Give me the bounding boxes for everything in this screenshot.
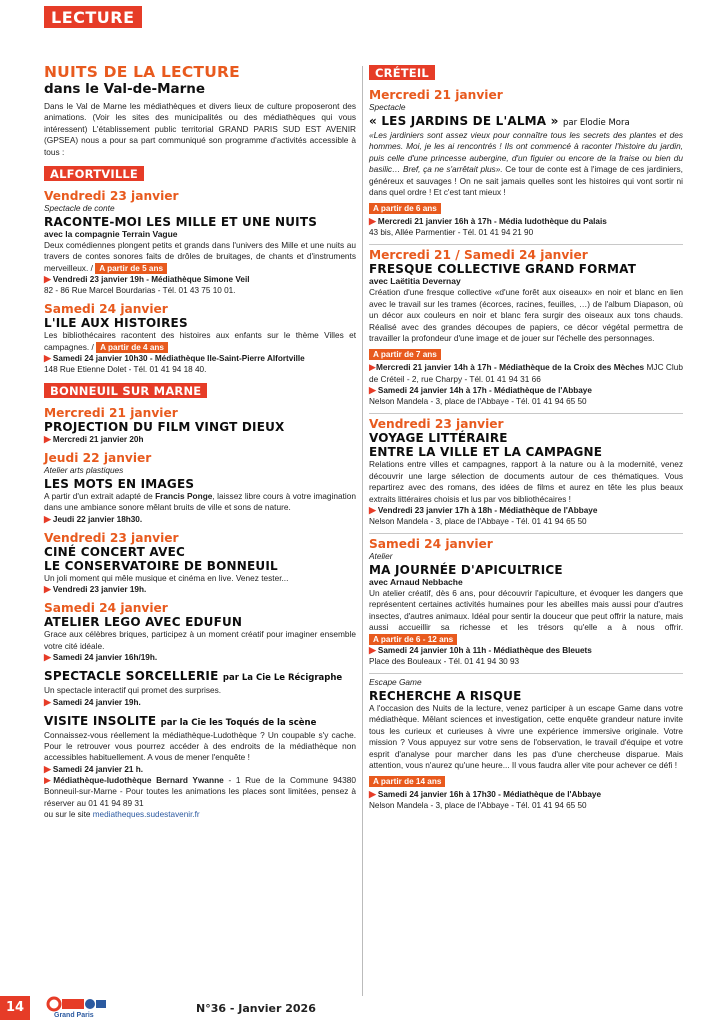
event-title: RECHERCHE A RISQUE (369, 688, 522, 703)
event-session: ▶ Samedi 24 janvier 10h à 11h - Médiathèque des Bleuets (369, 644, 592, 655)
event-session: ▶ Vendredi 23 janvier 17h à 18h - Médiathèque de l'Abbaye (369, 504, 598, 515)
event-with: avec la compagnie Terrain Vague (44, 229, 178, 240)
event-date: Mercredi 21 janvier (44, 406, 178, 421)
event-text: Un spectacle interactif qui promet des surprises. (44, 685, 222, 696)
event-title: L'ILE AUX HISTOIRES (44, 316, 188, 331)
event-title: VISITE INSOLITE par la Cie les Toqués de la scène (44, 713, 317, 728)
venue-info: ▶Médiathèque-ludothèque Bernard Ywanne - 1 Rue de la Commune 94380 Bonneuil-sur-Marne - Pour toutes les animations les places sont limitées, pensez à réserver au 01 41 94 89 31 (44, 774, 357, 808)
event-date: Mercredi 21 janvier (369, 88, 503, 102)
intro-subtitle: dans le Val-de-Marne (44, 81, 206, 97)
separator (369, 673, 683, 674)
age-badge: A partir de 6 ans (369, 203, 441, 214)
event-date: Jeudi 22 janvier (44, 451, 152, 466)
event-text: Relations entre villes et campagnes, rapport à la nature ou à la modernité, venez découvrir une large sélection de documents autour de ces thématiques. Vous repartirez avec des romans, des idées de films et aurez en tête les plus beaux extraits littéraires choisis et lus par vos bibliothécaires ! (369, 459, 683, 504)
event-address: 82 - 86 Rue Marcel Bourdarias - Tél. 01 43 75 10 01. (44, 286, 236, 296)
event-text: Les bibliothécaires racontent des histoires aux enfants sur le thème Villes et campagnes. / A partir de 4 ans (44, 330, 356, 352)
event-session: ▶ Samedi 24 janvier 16h/19h. (44, 652, 158, 663)
age-line (369, 771, 683, 789)
website-line: ou sur le site mediatheques.sudestavenir.fr (44, 809, 200, 819)
age-line (369, 344, 683, 362)
event-text: Grace aux célèbres briques, participez à un moment créatif pour imaginer ensemble votre cité idéale. (44, 629, 356, 651)
arrow-icon: ▶ (44, 652, 51, 663)
event-title: FRESQUE COLLECTIVE GRAND FORMAT (369, 262, 637, 277)
event-date: Vendredi 23 janvier (369, 417, 504, 432)
city-tag-creteil: CRÉTEIL (369, 65, 435, 80)
arrow-icon: ▶ (369, 504, 376, 515)
age-line (369, 198, 683, 216)
event-text: Création d'une fresque collective «d'une forêt aux oiseaux» en noir et blanc en lien avec le travail sur les trames (écorces, racines, feuilles, …) de l'album Diapason, où un décor aux couleurs en noir et blanc fera surgir des oiseaux aux tons chauds. Réalisé avec des grandes découpes de papiers, ce décor végétal permettra de travailler la profondeur d'une image et de jouer sur l'échelle des personnages. (369, 287, 683, 344)
event-title: CINÉ CONCERT AVEC (44, 544, 185, 559)
arrow-icon: ▶ (369, 216, 376, 227)
arrow-icon: ▶ (44, 274, 51, 285)
event-title: MA JOURNÉE D'APICULTRICE (369, 562, 563, 577)
age-badge: A partir de 7 ans (369, 349, 441, 360)
event-type: Spectacle (369, 102, 406, 112)
intro-title: NUITS DE LA LECTURE (44, 63, 240, 81)
event-type: Spectacle de conte (44, 203, 115, 214)
arrow-icon: ▶ (44, 696, 51, 707)
event-address: 148 Rue Etienne Dolet - Tél. 01 41 94 18 40. (44, 365, 207, 375)
age-badge: A partir de 5 ans (95, 263, 167, 274)
event-title: VOYAGE LITTÉRAIRE (369, 431, 508, 446)
event-type: Escape Game (369, 676, 422, 687)
event-title-line2: ENTRE LA VILLE ET LA CAMPAGNE (369, 445, 603, 460)
event-address: Nelson Mandela - 3, place de l'Abbaye - Tél. 01 41 94 65 50 (369, 516, 587, 526)
city-tag-bonneuil: BONNEUIL SUR MARNE (44, 383, 207, 398)
event-text: «Les jardiniers sont assez vieux pour connaître tous les secrets des plantes et des hommes. Moi, je les ai rencontrés ! Ils ont commencé à raconter l'histoire du jardin, puis celle d'une princesse aubergine, d'un figuier ou encore de la fraise ou bien du basilic… Bref, ça ne s'arrêtait plus». Ce tour de conte est à l'image de ces jardiniers, généreux et sauvages ! On ne sait jamais quelles sont les histoires qui vont sortir ni dans quel ordre ! Et c'est tant mieux ! (369, 130, 683, 198)
arrow-icon: ▶ (44, 774, 54, 785)
page-footer (0, 994, 724, 1024)
event-date: Mercredi 21 / Samedi 24 janvier (369, 248, 588, 263)
intro-text: Dans le Val de Marne les médiathèques et divers lieux de culture proposeront des animations. (Voir les sites des municipalités ou des médiathèques qui vous intéressent) L'établissement public territorial GRAND PARIS SUD EST AVENIR (GPSEA) nous a pour sa part communiqué son programme d'activités accessible à tous : (44, 101, 356, 157)
event-session: ▶ Samedi 24 janvier 16h à 17h30 - Médiathèque de l'Abbaye (369, 789, 602, 800)
separator (369, 413, 683, 414)
event-title: PROJECTION DU FILM VINGT DIEUX (44, 420, 285, 435)
event-date: Samedi 24 janvier (44, 601, 168, 616)
arrow-icon: ▶ (369, 385, 376, 396)
event-date: Samedi 24 janvier (369, 536, 493, 551)
website-link[interactable]: mediatheques.sudestavenir.fr (92, 809, 200, 819)
event-text: Un atelier créatif, dès 6 ans, pour découvrir l'apiculture, et évoquer les dangers que représentent certaines activités humaines pour les abeilles mais aussi pour d'autres insectes, d'autres animaux. Idéal pour sentir la douceur que peut offrir la nature, mais aussi accueillir sa richesse et les trésors qu'elle a à nous offrir. A partir de 6 - 12 ans (369, 587, 683, 644)
event-type: Atelier arts plastiques (44, 465, 124, 476)
event-session: ▶ Samedi 24 janvier 10h30 - Médiathèque Ile-Saint-Pierre Alfortville (44, 353, 305, 364)
event-session: ▶ Samedi 24 janvier 21 h. (44, 763, 144, 774)
age-badge: A partir de 6 - 12 ans (369, 634, 457, 645)
arrow-icon: ▶ (369, 789, 376, 800)
event-with: avec Arnaud Nebbache (369, 576, 463, 587)
event-title: SPECTACLE SORCELLERIE par La Cie Le Récigraphe (44, 669, 343, 684)
event-text: Deux comédiennes plongent petits et grands dans l'univers des Mille et une nuits au travers de contes sonores faits de drôles de bruitages, de chants et d'instruments merveilleux. / A partir de 5 ans (44, 240, 356, 273)
event-session: ▶ Samedi 24 janvier 14h à 17h - Médiathèque de l'Abbaye (369, 385, 592, 396)
event-title-line2: LE CONSERVATOIRE DE BONNEUIL (44, 558, 278, 573)
event-title: ATELIER LEGO AVEC EDUFUN (44, 615, 243, 630)
event-address: Place des Bouleaux - Tél. 01 41 94 30 93 (369, 656, 520, 666)
logo-icon (46, 996, 108, 1018)
event-address: 43 bis, Allée Parmentier - Tél. 01 41 94 21 90 (369, 228, 534, 238)
age-badge: A partir de 14 ans (369, 776, 445, 787)
event-with: avec Laëtitia Devernay (369, 276, 461, 287)
event-date: Vendredi 23 janvier (44, 189, 179, 204)
event-address: Nelson Mandela - 3, place de l'Abbaye - Tél. 01 41 94 65 50 (369, 397, 587, 407)
event-session: ▶Mercredi 21 janvier 14h à 17h - Médiathèque de la Croix des Mèches MJC Club de Créteil - 2, rue Charpy - Tél. 01 41 94 31 66 (369, 362, 684, 384)
event-session: ▶ Jeudi 22 janvier 18h30. (44, 513, 143, 524)
magazine-logo (46, 996, 108, 1018)
arrow-icon: ▶ (44, 434, 51, 445)
arrow-icon: ▶ (44, 763, 51, 774)
event-date: Vendredi 23 janvier (44, 530, 179, 545)
arrow-icon: ▶ (44, 584, 51, 595)
left-column (44, 64, 356, 820)
event-title: LES MOTS EN IMAGES (44, 477, 195, 492)
event-title: « LES JARDINS DE L'ALMA » par Elodie Mora (369, 114, 630, 128)
event-title: RACONTE-MOI LES MILLE ET UNE NUITS (44, 215, 318, 230)
event-type: Atelier (369, 550, 393, 561)
page-number: 14 (0, 996, 30, 1020)
event-address: Nelson Mandela - 3, place de l'Abbaye - Tél. 01 41 94 65 50 (369, 801, 587, 811)
event-session: ▶ Mercredi 21 janvier 20h (44, 434, 144, 445)
right-column (369, 64, 683, 811)
separator (369, 533, 683, 534)
event-date: Samedi 24 janvier (44, 302, 168, 317)
event-session: ▶ Vendredi 23 janvier 19h - Médiathèque Simone Veil (44, 274, 250, 285)
section-tag: LECTURE (44, 6, 142, 28)
event-text: A partir d'un extrait adapté de Francis Ponge, laissez libre cours à votre imagination dans une ambiance sonore mêlant bruits de ville et sons de nature. (44, 491, 356, 513)
arrow-icon: ▶ (369, 362, 376, 373)
event-session: ▶ Mercredi 21 janvier 16h à 17h - Média ludothèque du Palais (369, 216, 607, 227)
event-session: ▶ Vendredi 23 janvier 19h. (44, 584, 147, 595)
arrow-icon: ▶ (44, 353, 51, 364)
column-divider (362, 66, 363, 996)
event-text: Un joli moment qui mêle musique et cinéma en live. Venez tester... (44, 572, 289, 583)
arrow-icon: ▶ (369, 644, 376, 655)
event-session: ▶ Samedi 24 janvier 19h. (44, 696, 141, 707)
issue-number: N°36 - Janvier 2026 (196, 1002, 316, 1015)
age-badge: A partir de 4 ans (96, 342, 168, 353)
event-text: Connaissez-vous réellement la médiathèque-Ludothèque ? Un coupable s'y cache. Pour le retrouver vous pourrez accéder à des endroits de la médiathèque non accessibles habituellement. A vous de mener l'enquête ! (44, 729, 356, 763)
separator (369, 244, 683, 245)
arrow-icon: ▶ (44, 513, 51, 524)
city-tag-alfortville: ALFORTVILLE (44, 166, 144, 181)
event-text: A l'occasion des Nuits de la lecture, venez participer à un escape Game dans votre médiathèque. Mêlant sciences et investigation, cette enquête grandeur nature invite tous les curieux et curieuses à vivre une expérience immersive originale. Votre mission ? Vous appuyez sur votre sens de l'observation, le travail d'équipe et votre esprit d'analyse pour marcher dans les pas d'une chercheuse disparue. Mais attention, vous n'aurez qu'une heure... Il vous faudra aller vite pour achever ce défi ! (369, 702, 683, 770)
svg-text:Grand Paris: Grand Paris (54, 1012, 94, 1018)
